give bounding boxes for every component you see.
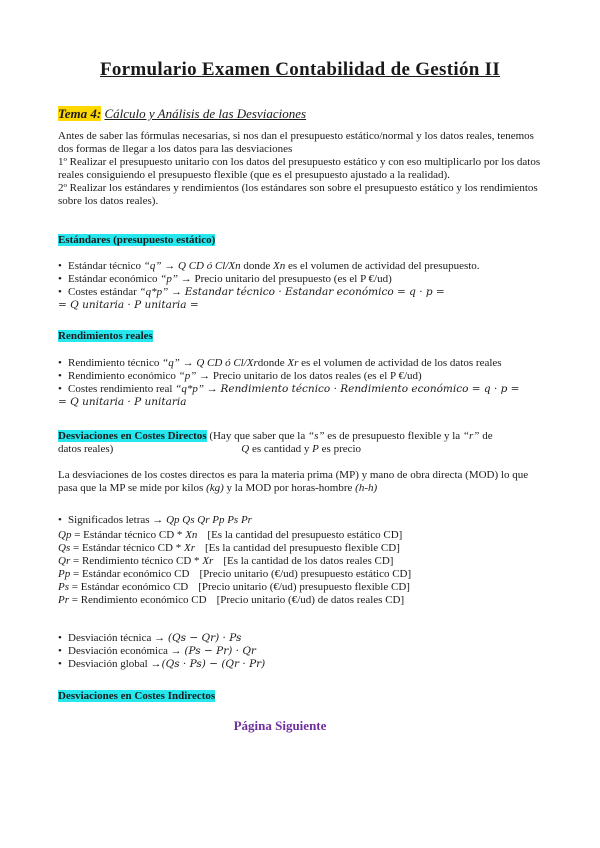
letter-definitions <box>58 529 544 607</box>
definition-row: Qs = Estándar técnico CD * Xr [Es la cantidad del presupuesto flexible CD] <box>58 542 400 554</box>
section-title <box>58 106 544 122</box>
tema-label: Tema 4: <box>58 106 102 121</box>
formula-continuation: = Q unitaria · P unitaria = <box>58 299 199 311</box>
formula-continuation: = Q unitaria · P unitaria <box>58 396 187 408</box>
intro-text <box>58 130 544 208</box>
indirectos-heading: Desviaciones en Costes Indirectos <box>58 690 216 702</box>
intro-step-2: 2º Realizar los estándares y rendimientos (los estándares son sobre el presupuesto estático y los rendimientos sobre los datos reales). <box>58 182 538 207</box>
directos-heading: Desviaciones en Costes Directos (Hay que saber que la “s” es de presupuesto flexible y la “r” de datos reales) Q es cantidad y P es precio <box>58 430 493 455</box>
definition-row: Qp = Estándar técnico CD * Xn [Es la cantidad del presupuesto estático CD] <box>58 529 403 541</box>
tema-text: Cálculo y Análisis de las Desviaciones <box>104 106 307 121</box>
significados-list <box>58 514 544 527</box>
list-item: • Estándar económico “p” → Precio unitario del presupuesto (es el P €/ud) <box>58 273 544 286</box>
list-item: • Estándar técnico “q” → Q CD ó Cl/Xn donde Xn es el volumen de actividad del presupuesto. <box>58 260 544 273</box>
intro-step-1: 1º Realizar el presupuesto unitario con los datos del presupuesto estático y con eso multiplicarlo por los datos reales consiguiendo el presupuesto flexible (que es el presupuesto ajustado a la realidad). <box>58 156 541 181</box>
list-item: • Rendimiento económico “p” → Precio unitario de los datos reales (es el P €/ud) <box>58 370 544 383</box>
list-item: • Costes estándar “q*p” → Estandar técnico · Estandar económico = q · p = <box>58 286 544 299</box>
definition-row: Pp = Estándar económico CD [Precio unitario (€/ud) presupuesto estático CD] <box>58 568 412 580</box>
list-item: • Desviación técnica → (Qs − Qr) · Ps <box>58 632 544 645</box>
intro-paragraph: Antes de saber las fórmulas necesarias, si nos dan el presupuesto estático/normal y los datos reales, tenemos dos formas de llegar a los datos para las desviaciones <box>58 130 534 155</box>
estandares-list <box>58 260 544 312</box>
list-item: • Costes rendimiento real “q*p” → Rendimiento técnico · Rendimiento económico = q · p = <box>58 383 544 396</box>
next-page-link[interactable]: Página Siguiente <box>233 718 327 733</box>
page-title: Formulario Examen Contabilidad de Gestión II <box>99 59 501 80</box>
list-item: • Significados letras → Qp Qs Qr Pp Ps Pr <box>58 514 544 527</box>
mp-mod-paragraph: La desviaciones de los costes directos es para la materia prima (MP) y mano de obra directa (MOD) lo que pasa que la MP se mide por kilos (kg) y la MOD por horas-hombre (h-h) <box>58 469 529 494</box>
list-item: • Desviación global →(Qs · Ps) − (Qr · Pr) <box>58 658 544 671</box>
definition-row: Qr = Rendimiento técnico CD * Xr [Es la cantidad de los datos reales CD] <box>58 555 394 567</box>
definition-row: Ps = Estándar económico CD [Precio unitario (€/ud) presupuesto flexible CD] <box>58 581 410 593</box>
definition-row: Pr = Rendimiento económico CD [Precio unitario (€/ud) de datos reales CD] <box>58 594 405 606</box>
list-item: • Rendimiento técnico “q” → Q CD ó Cl/Xrdonde Xr es el volumen de actividad de los datos reales <box>58 357 544 370</box>
desviaciones-list <box>58 632 544 671</box>
rendimientos-list <box>58 357 544 409</box>
list-item: • Desviación económica → (Ps − Pr) · Qr <box>58 645 544 658</box>
rendimientos-heading: Rendimientos reales <box>58 330 153 342</box>
estandares-heading: Estándares (presupuesto estático) <box>58 234 216 246</box>
